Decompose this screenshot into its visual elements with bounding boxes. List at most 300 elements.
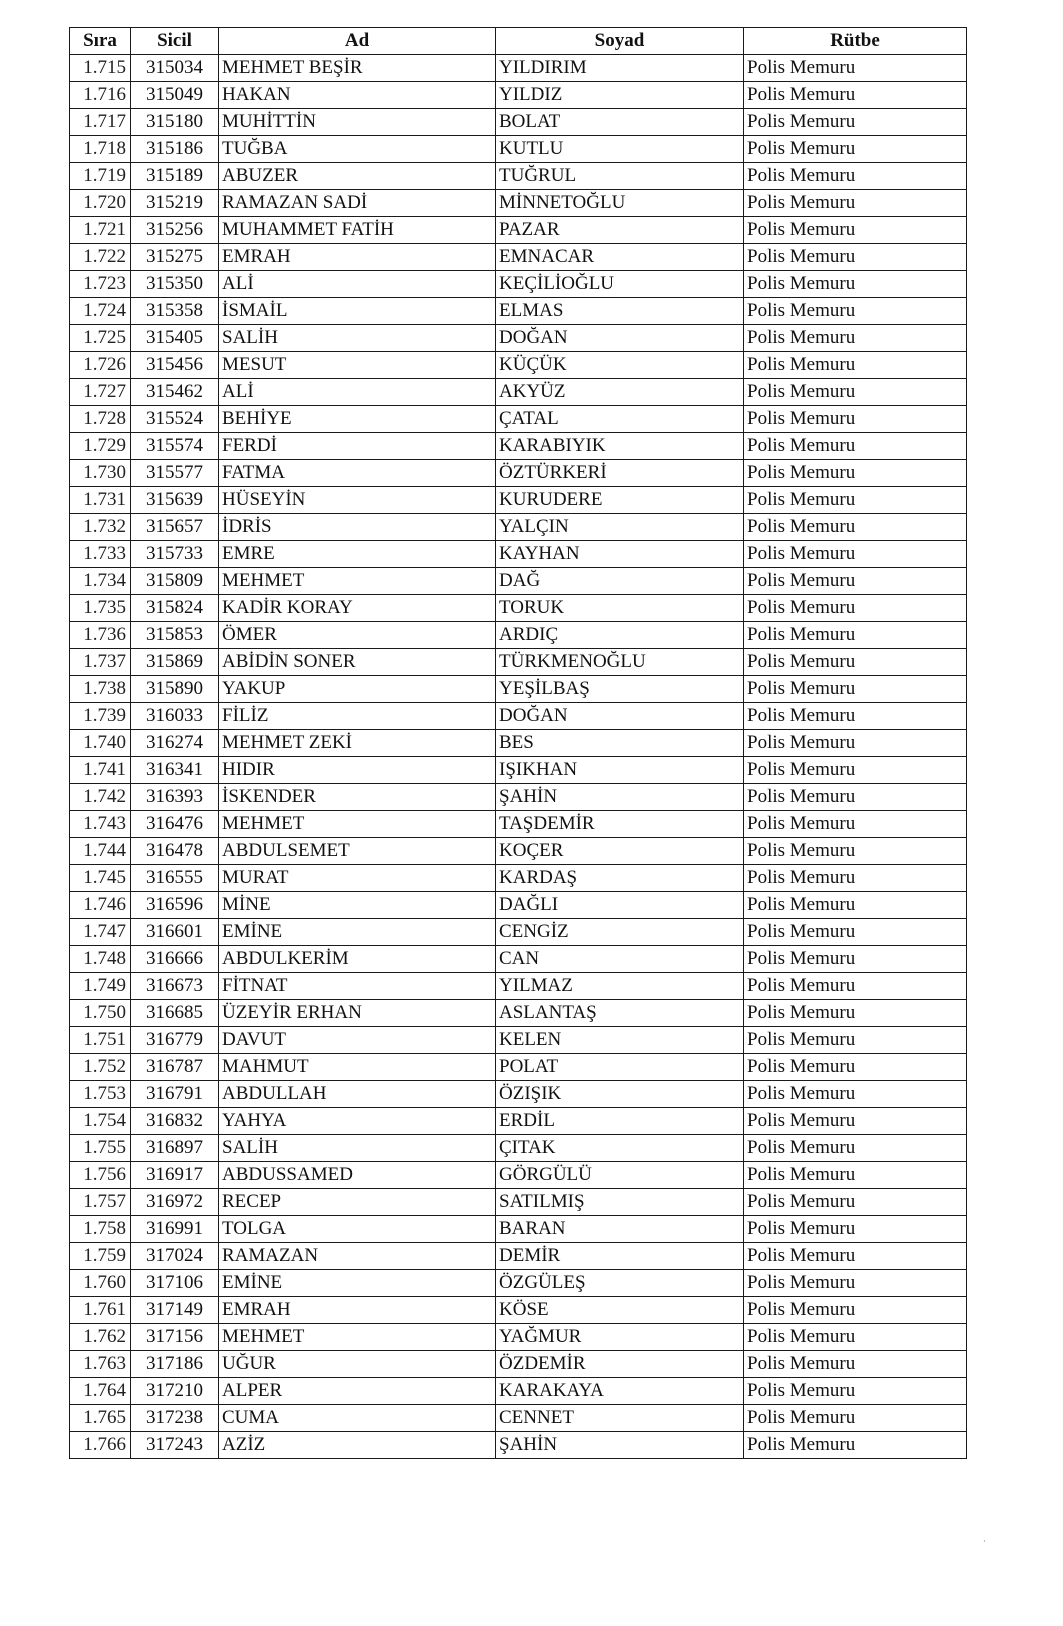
table-row: [70, 541, 967, 568]
cell-rutbe: Polis Memuru: [744, 919, 967, 946]
cell-sicil: 316033: [131, 703, 219, 730]
cell-sicil: 315180: [131, 109, 219, 136]
cell-ad: SALİH: [219, 325, 496, 352]
table-row: [70, 1432, 967, 1459]
cell-sira: 1.746: [70, 892, 131, 919]
cell-rutbe: Polis Memuru: [744, 244, 967, 271]
cell-ad: ABDULKERİM: [219, 946, 496, 973]
cell-ad: EMRE: [219, 541, 496, 568]
cell-sicil: 316673: [131, 973, 219, 1000]
cell-soyad: YILMAZ: [496, 973, 744, 1000]
cell-soyad: AKYÜZ: [496, 379, 744, 406]
cell-soyad: ÖZDEMİR: [496, 1351, 744, 1378]
cell-sicil: 317238: [131, 1405, 219, 1432]
table-row: [70, 838, 967, 865]
cell-ad: İSMAİL: [219, 298, 496, 325]
cell-sira: 1.745: [70, 865, 131, 892]
cell-sicil: 316601: [131, 919, 219, 946]
cell-sicil: 316779: [131, 1027, 219, 1054]
cell-soyad: GÖRGÜLÜ: [496, 1162, 744, 1189]
table-row: [70, 946, 967, 973]
cell-rutbe: Polis Memuru: [744, 1378, 967, 1405]
table-row: [70, 595, 967, 622]
cell-sira: 1.749: [70, 973, 131, 1000]
cell-soyad: TUĞRUL: [496, 163, 744, 190]
cell-sicil: 316791: [131, 1081, 219, 1108]
cell-rutbe: Polis Memuru: [744, 865, 967, 892]
cell-sicil: 315524: [131, 406, 219, 433]
cell-sicil: 315577: [131, 460, 219, 487]
table-row: [70, 352, 967, 379]
cell-sira: 1.720: [70, 190, 131, 217]
table-row: [70, 1081, 967, 1108]
cell-sicil: 315189: [131, 163, 219, 190]
cell-ad: MEHMET: [219, 568, 496, 595]
cell-soyad: YILDIZ: [496, 82, 744, 109]
table-row: [70, 487, 967, 514]
cell-soyad: YAĞMUR: [496, 1324, 744, 1351]
cell-sicil: 316972: [131, 1189, 219, 1216]
cell-soyad: KARDAŞ: [496, 865, 744, 892]
cell-sira: 1.729: [70, 433, 131, 460]
cell-sicil: 315890: [131, 676, 219, 703]
cell-sicil: 316341: [131, 757, 219, 784]
cell-sicil: 317024: [131, 1243, 219, 1270]
cell-rutbe: Polis Memuru: [744, 1351, 967, 1378]
cell-soyad: KURUDERE: [496, 487, 744, 514]
cell-soyad: MİNNETOĞLU: [496, 190, 744, 217]
cell-sicil: 315853: [131, 622, 219, 649]
cell-rutbe: Polis Memuru: [744, 1135, 967, 1162]
table-row: [70, 244, 967, 271]
cell-soyad: ÖZTÜRKERİ: [496, 460, 744, 487]
table-row: [70, 649, 967, 676]
cell-sicil: 316555: [131, 865, 219, 892]
cell-sicil: 316685: [131, 1000, 219, 1027]
table-row: [70, 1162, 967, 1189]
cell-ad: EMRAH: [219, 1297, 496, 1324]
table-row: [70, 163, 967, 190]
cell-rutbe: Polis Memuru: [744, 946, 967, 973]
cell-sicil: 317149: [131, 1297, 219, 1324]
cell-soyad: BES: [496, 730, 744, 757]
table-row: [70, 1378, 967, 1405]
table-row: [70, 757, 967, 784]
table-row: [70, 406, 967, 433]
cell-sira: 1.730: [70, 460, 131, 487]
cell-rutbe: Polis Memuru: [744, 1162, 967, 1189]
cell-sicil: 315219: [131, 190, 219, 217]
cell-ad: MUHİTTİN: [219, 109, 496, 136]
cell-sira: 1.728: [70, 406, 131, 433]
cell-sira: 1.761: [70, 1297, 131, 1324]
cell-sira: 1.725: [70, 325, 131, 352]
header-rutbe: Rütbe: [744, 28, 967, 55]
table-row: [70, 82, 967, 109]
cell-sira: 1.741: [70, 757, 131, 784]
cell-soyad: KEÇİLİOĞLU: [496, 271, 744, 298]
cell-rutbe: Polis Memuru: [744, 703, 967, 730]
cell-ad: EMİNE: [219, 919, 496, 946]
cell-soyad: IŞIKHAN: [496, 757, 744, 784]
table-row: [70, 1135, 967, 1162]
cell-sicil: 316274: [131, 730, 219, 757]
cell-ad: MİNE: [219, 892, 496, 919]
cell-ad: MEHMET: [219, 1324, 496, 1351]
cell-soyad: KOÇER: [496, 838, 744, 865]
cell-sicil: 316897: [131, 1135, 219, 1162]
cell-sira: 1.751: [70, 1027, 131, 1054]
cell-sira: 1.716: [70, 82, 131, 109]
cell-ad: MUHAMMET FATİH: [219, 217, 496, 244]
cell-ad: MESUT: [219, 352, 496, 379]
cell-rutbe: Polis Memuru: [744, 1216, 967, 1243]
cell-soyad: POLAT: [496, 1054, 744, 1081]
cell-ad: İSKENDER: [219, 784, 496, 811]
cell-rutbe: Polis Memuru: [744, 379, 967, 406]
table-row: [70, 811, 967, 838]
cell-rutbe: Polis Memuru: [744, 1243, 967, 1270]
cell-soyad: CENNET: [496, 1405, 744, 1432]
cell-rutbe: Polis Memuru: [744, 163, 967, 190]
table-row: [70, 1189, 967, 1216]
cell-ad: TOLGA: [219, 1216, 496, 1243]
cell-sira: 1.719: [70, 163, 131, 190]
cell-soyad: BARAN: [496, 1216, 744, 1243]
table-row: [70, 622, 967, 649]
table-row: [70, 1270, 967, 1297]
table-row: [70, 217, 967, 244]
cell-soyad: PAZAR: [496, 217, 744, 244]
cell-ad: ÖMER: [219, 622, 496, 649]
cell-rutbe: Polis Memuru: [744, 1432, 967, 1459]
cell-soyad: CAN: [496, 946, 744, 973]
cell-sicil: 316832: [131, 1108, 219, 1135]
cell-sira: 1.734: [70, 568, 131, 595]
cell-sicil: 315350: [131, 271, 219, 298]
cell-rutbe: Polis Memuru: [744, 1027, 967, 1054]
cell-soyad: ÖZIŞIK: [496, 1081, 744, 1108]
table-row: [70, 1108, 967, 1135]
cell-soyad: ŞAHİN: [496, 1432, 744, 1459]
cell-rutbe: Polis Memuru: [744, 1000, 967, 1027]
cell-rutbe: Polis Memuru: [744, 1405, 967, 1432]
cell-sira: 1.736: [70, 622, 131, 649]
table-row: [70, 55, 967, 82]
cell-rutbe: Polis Memuru: [744, 541, 967, 568]
cell-soyad: ELMAS: [496, 298, 744, 325]
cell-sicil: 315456: [131, 352, 219, 379]
cell-soyad: KUTLU: [496, 136, 744, 163]
cell-ad: EMRAH: [219, 244, 496, 271]
cell-soyad: KÜÇÜK: [496, 352, 744, 379]
cell-rutbe: Polis Memuru: [744, 82, 967, 109]
cell-sicil: 315733: [131, 541, 219, 568]
cell-ad: DAVUT: [219, 1027, 496, 1054]
cell-sira: 1.743: [70, 811, 131, 838]
cell-ad: FİLİZ: [219, 703, 496, 730]
cell-sira: 1.763: [70, 1351, 131, 1378]
cell-rutbe: Polis Memuru: [744, 973, 967, 1000]
cell-soyad: ŞAHİN: [496, 784, 744, 811]
cell-ad: UĞUR: [219, 1351, 496, 1378]
cell-sira: 1.717: [70, 109, 131, 136]
cell-ad: FATMA: [219, 460, 496, 487]
cell-ad: MEHMET ZEKİ: [219, 730, 496, 757]
cell-sira: 1.744: [70, 838, 131, 865]
cell-ad: ABİDİN SONER: [219, 649, 496, 676]
cell-rutbe: Polis Memuru: [744, 730, 967, 757]
cell-rutbe: Polis Memuru: [744, 1189, 967, 1216]
table-row: [70, 433, 967, 460]
table-row: [70, 109, 967, 136]
cell-sira: 1.765: [70, 1405, 131, 1432]
table-row: [70, 1297, 967, 1324]
cell-soyad: SATILMIŞ: [496, 1189, 744, 1216]
header-sicil: Sicil: [131, 28, 219, 55]
table-row: [70, 1351, 967, 1378]
cell-sira: 1.737: [70, 649, 131, 676]
cell-sira: 1.758: [70, 1216, 131, 1243]
cell-ad: RECEP: [219, 1189, 496, 1216]
cell-soyad: CENGİZ: [496, 919, 744, 946]
cell-soyad: DAĞ: [496, 568, 744, 595]
cell-sicil: 315574: [131, 433, 219, 460]
cell-sicil: 315657: [131, 514, 219, 541]
cell-ad: ABDULSEMET: [219, 838, 496, 865]
cell-soyad: DOĞAN: [496, 325, 744, 352]
cell-sira: 1.731: [70, 487, 131, 514]
cell-soyad: TORUK: [496, 595, 744, 622]
cell-sicil: 315049: [131, 82, 219, 109]
cell-rutbe: Polis Memuru: [744, 406, 967, 433]
cell-ad: CUMA: [219, 1405, 496, 1432]
cell-rutbe: Polis Memuru: [744, 838, 967, 865]
cell-sicil: 317186: [131, 1351, 219, 1378]
cell-sira: 1.747: [70, 919, 131, 946]
table-row: [70, 325, 967, 352]
cell-soyad: KAYHAN: [496, 541, 744, 568]
cell-ad: HIDIR: [219, 757, 496, 784]
cell-soyad: BOLAT: [496, 109, 744, 136]
cell-rutbe: Polis Memuru: [744, 109, 967, 136]
cell-ad: RAMAZAN: [219, 1243, 496, 1270]
table-row: [70, 973, 967, 1000]
cell-sira: 1.750: [70, 1000, 131, 1027]
table-row: [70, 919, 967, 946]
cell-rutbe: Polis Memuru: [744, 1081, 967, 1108]
cell-rutbe: Polis Memuru: [744, 784, 967, 811]
cell-soyad: ERDİL: [496, 1108, 744, 1135]
cell-sira: 1.766: [70, 1432, 131, 1459]
cell-soyad: ÖZGÜLEŞ: [496, 1270, 744, 1297]
cell-rutbe: Polis Memuru: [744, 649, 967, 676]
table-row: [70, 271, 967, 298]
cell-sira: 1.755: [70, 1135, 131, 1162]
cell-sira: 1.754: [70, 1108, 131, 1135]
header-ad: Ad: [219, 28, 496, 55]
cell-sicil: 315358: [131, 298, 219, 325]
cell-rutbe: Polis Memuru: [744, 325, 967, 352]
table-row: [70, 1405, 967, 1432]
cell-rutbe: Polis Memuru: [744, 1324, 967, 1351]
header-soyad: Soyad: [496, 28, 744, 55]
cell-sicil: 316917: [131, 1162, 219, 1189]
cell-sicil: 315275: [131, 244, 219, 271]
cell-rutbe: Polis Memuru: [744, 1297, 967, 1324]
cell-sira: 1.759: [70, 1243, 131, 1270]
table-row: [70, 784, 967, 811]
cell-rutbe: Polis Memuru: [744, 298, 967, 325]
cell-sicil: 317156: [131, 1324, 219, 1351]
cell-sira: 1.726: [70, 352, 131, 379]
cell-soyad: ARDIÇ: [496, 622, 744, 649]
cell-rutbe: Polis Memuru: [744, 460, 967, 487]
cell-ad: TUĞBA: [219, 136, 496, 163]
cell-sicil: 315639: [131, 487, 219, 514]
cell-rutbe: Polis Memuru: [744, 136, 967, 163]
cell-sicil: 315869: [131, 649, 219, 676]
cell-soyad: EMNACAR: [496, 244, 744, 271]
cell-ad: MURAT: [219, 865, 496, 892]
cell-ad: AZİZ: [219, 1432, 496, 1459]
cell-soyad: DAĞLI: [496, 892, 744, 919]
cell-sicil: 317210: [131, 1378, 219, 1405]
cell-sira: 1.722: [70, 244, 131, 271]
cell-ad: MEHMET: [219, 811, 496, 838]
cell-ad: EMİNE: [219, 1270, 496, 1297]
table-row: [70, 1054, 967, 1081]
cell-rutbe: Polis Memuru: [744, 568, 967, 595]
cell-soyad: YEŞİLBAŞ: [496, 676, 744, 703]
cell-soyad: KÖSE: [496, 1297, 744, 1324]
cell-soyad: YILDIRIM: [496, 55, 744, 82]
table-row: [70, 730, 967, 757]
table-row: [70, 703, 967, 730]
table-header-row: [70, 28, 967, 55]
cell-sicil: 316991: [131, 1216, 219, 1243]
cell-rutbe: Polis Memuru: [744, 352, 967, 379]
cell-sira: 1.718: [70, 136, 131, 163]
cell-sira: 1.742: [70, 784, 131, 811]
cell-ad: MEHMET BEŞİR: [219, 55, 496, 82]
cell-ad: ABUZER: [219, 163, 496, 190]
cell-ad: İDRİS: [219, 514, 496, 541]
cell-ad: YAHYA: [219, 1108, 496, 1135]
table-row: [70, 1324, 967, 1351]
cell-ad: HAKAN: [219, 82, 496, 109]
table-row: [70, 460, 967, 487]
cell-sicil: 315186: [131, 136, 219, 163]
header-sira: Sıra: [70, 28, 131, 55]
cell-sira: 1.762: [70, 1324, 131, 1351]
cell-sicil: 317106: [131, 1270, 219, 1297]
table-row: [70, 298, 967, 325]
cell-ad: ALPER: [219, 1378, 496, 1405]
cell-soyad: ÇATAL: [496, 406, 744, 433]
cell-ad: FERDİ: [219, 433, 496, 460]
cell-rutbe: Polis Memuru: [744, 811, 967, 838]
personnel-table: [69, 27, 967, 1459]
cell-sira: 1.727: [70, 379, 131, 406]
cell-ad: ALİ: [219, 271, 496, 298]
cell-ad: ALİ: [219, 379, 496, 406]
cell-ad: FİTNAT: [219, 973, 496, 1000]
cell-sira: 1.752: [70, 1054, 131, 1081]
cell-ad: HÜSEYİN: [219, 487, 496, 514]
cell-sira: 1.721: [70, 217, 131, 244]
cell-sicil: 316478: [131, 838, 219, 865]
cell-sira: 1.738: [70, 676, 131, 703]
table-row: [70, 136, 967, 163]
table-row: [70, 1027, 967, 1054]
cell-rutbe: Polis Memuru: [744, 1270, 967, 1297]
cell-rutbe: Polis Memuru: [744, 622, 967, 649]
cell-ad: ABDULLAH: [219, 1081, 496, 1108]
table-row: [70, 892, 967, 919]
cell-rutbe: Polis Memuru: [744, 1054, 967, 1081]
cell-rutbe: Polis Memuru: [744, 676, 967, 703]
cell-sicil: 315809: [131, 568, 219, 595]
cell-sicil: 315034: [131, 55, 219, 82]
scan-speck: ·: [983, 1537, 986, 1546]
cell-ad: ABDUSSAMED: [219, 1162, 496, 1189]
cell-soyad: YALÇIN: [496, 514, 744, 541]
cell-soyad: DOĞAN: [496, 703, 744, 730]
cell-rutbe: Polis Memuru: [744, 55, 967, 82]
table-row: [70, 379, 967, 406]
cell-ad: MAHMUT: [219, 1054, 496, 1081]
table-row: [70, 568, 967, 595]
cell-ad: KADİR KORAY: [219, 595, 496, 622]
cell-rutbe: Polis Memuru: [744, 757, 967, 784]
cell-soyad: KARAKAYA: [496, 1378, 744, 1405]
cell-ad: RAMAZAN SADİ: [219, 190, 496, 217]
cell-sira: 1.756: [70, 1162, 131, 1189]
cell-rutbe: Polis Memuru: [744, 433, 967, 460]
cell-sira: 1.735: [70, 595, 131, 622]
cell-rutbe: Polis Memuru: [744, 217, 967, 244]
cell-rutbe: Polis Memuru: [744, 487, 967, 514]
table-row: [70, 1243, 967, 1270]
cell-sicil: 315462: [131, 379, 219, 406]
cell-sira: 1.764: [70, 1378, 131, 1405]
cell-soyad: TÜRKMENOĞLU: [496, 649, 744, 676]
table-row: [70, 1216, 967, 1243]
table-row: [70, 676, 967, 703]
cell-rutbe: Polis Memuru: [744, 1108, 967, 1135]
cell-rutbe: Polis Memuru: [744, 595, 967, 622]
table-row: [70, 514, 967, 541]
cell-ad: YAKUP: [219, 676, 496, 703]
cell-sira: 1.753: [70, 1081, 131, 1108]
cell-sicil: 317243: [131, 1432, 219, 1459]
cell-rutbe: Polis Memuru: [744, 190, 967, 217]
cell-soyad: KELEN: [496, 1027, 744, 1054]
table-row: [70, 865, 967, 892]
cell-soyad: TAŞDEMİR: [496, 811, 744, 838]
cell-sicil: 315405: [131, 325, 219, 352]
cell-sicil: 316787: [131, 1054, 219, 1081]
cell-ad: ÜZEYİR ERHAN: [219, 1000, 496, 1027]
cell-rutbe: Polis Memuru: [744, 892, 967, 919]
cell-soyad: DEMİR: [496, 1243, 744, 1270]
cell-sicil: 316476: [131, 811, 219, 838]
table-row: [70, 1000, 967, 1027]
cell-sicil: 316596: [131, 892, 219, 919]
cell-soyad: ÇITAK: [496, 1135, 744, 1162]
cell-sira: 1.724: [70, 298, 131, 325]
